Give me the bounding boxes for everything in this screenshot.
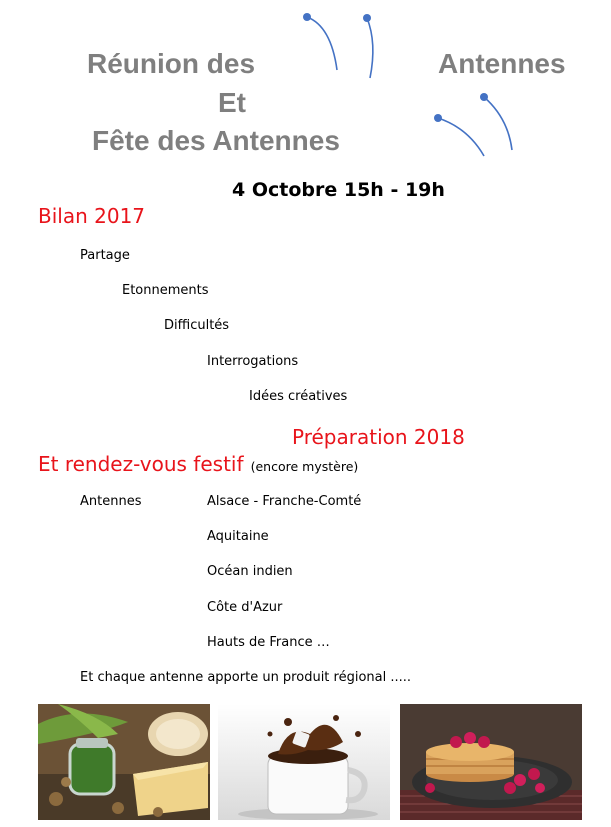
antenna-decoration-top xyxy=(295,8,385,83)
region-item: Côte d'Azur xyxy=(207,600,283,615)
title-line2: Et xyxy=(218,87,246,118)
region-item: Océan indien xyxy=(207,564,293,579)
region-item: Alsace - Franche-Comté xyxy=(207,494,362,509)
bilan-item: Etonnements xyxy=(122,283,209,298)
closing-sentence: Et chaque antenne apporte un produit régional ..... xyxy=(80,670,412,685)
title-line3: Fête des Antennes xyxy=(92,125,340,156)
antenna-decoration-right xyxy=(428,88,518,160)
event-date: 4 Octobre 15h - 19h xyxy=(232,179,445,201)
bilan-heading: Bilan 2017 xyxy=(38,204,146,228)
bilan-item: Partage xyxy=(80,248,130,263)
preparation-heading: Préparation 2018 xyxy=(292,425,465,449)
region-item: Aquitaine xyxy=(207,529,269,544)
antennes-label: Antennes xyxy=(80,494,142,509)
bilan-item: Interrogations xyxy=(207,354,299,369)
title-line1-right: Antennes xyxy=(438,48,566,79)
photo-pancakes-raspberries xyxy=(400,704,582,820)
festif-line xyxy=(38,452,358,476)
festif-note: (encore mystère) xyxy=(250,459,359,474)
title-line1-left: Réunion des xyxy=(87,48,256,79)
photo-pesto-cheese xyxy=(38,704,210,820)
region-item: Hauts de France … xyxy=(207,635,330,650)
festif-heading: Et rendez-vous festif xyxy=(38,452,244,476)
bilan-item: Difficultés xyxy=(164,318,230,333)
bilan-item: Idées créatives xyxy=(249,389,348,404)
photo-coffee-splash xyxy=(218,704,390,820)
